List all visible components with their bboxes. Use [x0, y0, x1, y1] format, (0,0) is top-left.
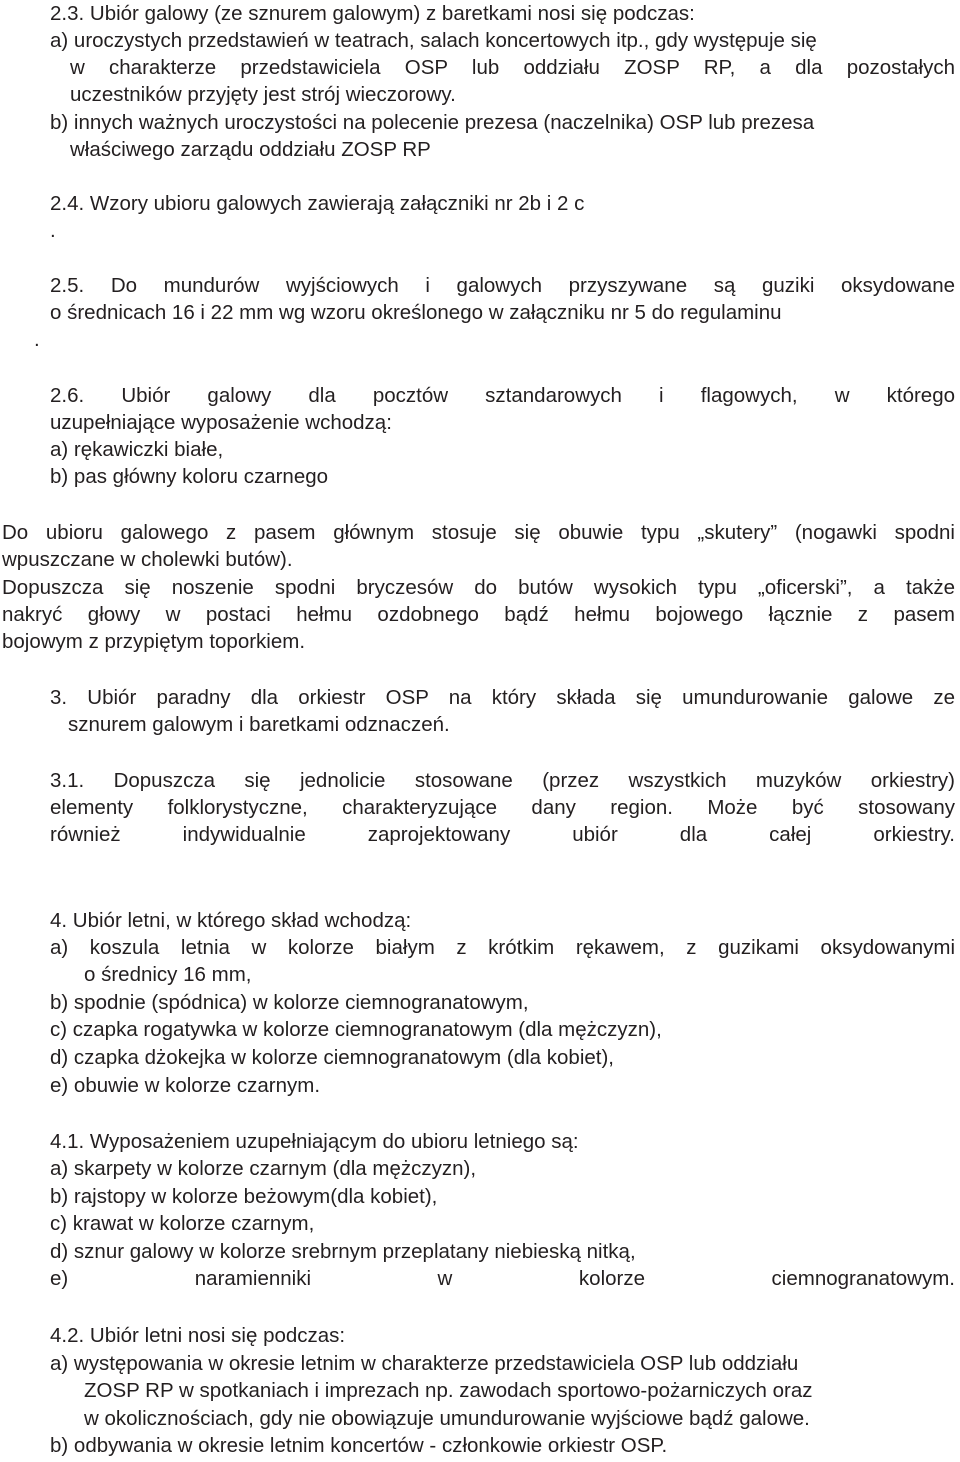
section-2-5-heading: 2.5. Do mundurów wyjściowych i galowych przyszywane są guziki oksydowane — [50, 274, 955, 297]
paragraph-footwear-cont: wpuszczane w cholewki butów). — [2, 548, 293, 571]
section-4-1-item-a: a) skarpety w kolorze czarnym (dla mężczyzn), — [50, 1157, 477, 1180]
section-2-3-item-a-cont: w charakterze przedstawiciela OSP lub oddziału ZOSP RP, a dla pozostałych — [70, 56, 955, 79]
section-2-4-heading: 2.4. Wzory ubioru galowych zawierają załączniki nr 2b i 2 c — [50, 192, 585, 215]
section-4-item-a-cont: o średnicy 16 mm, — [84, 963, 252, 986]
stray-dot: . — [50, 219, 56, 242]
section-4-1-item-b: b) rajstopy w kolorze beżowym(dla kobiet), — [50, 1185, 438, 1208]
section-4-item-e: e) obuwie w kolorze czarnym. — [50, 1074, 321, 1097]
section-2-3-item-b: b) innych ważnych uroczystości na polecenie prezesa (naczelnika) OSP lub prezesa — [50, 111, 815, 134]
stray-dot: . — [34, 328, 40, 351]
section-4-1-item-e: e) naramienniki w kolorze ciemnogranatowym. — [50, 1267, 955, 1290]
paragraph-breeches-cont: nakryć głowy w postaci hełmu ozdobnego bądź hełmu bojowego łącznie z pasem — [2, 603, 955, 626]
section-2-5-cont: o średnicach 16 i 22 mm wg wzoru określonego w załączniku nr 5 do regulaminu — [50, 301, 782, 324]
section-4-item-b: b) spodnie (spódnica) w kolorze ciemnogranatowym, — [50, 991, 529, 1014]
section-4-1-heading: 4.1. Wyposażeniem uzupełniającym do ubioru letniego są: — [50, 1130, 579, 1153]
paragraph-breeches: Dopuszcza się noszenie spodni bryczesów do butów wysokich typu „oficerski”, a także — [2, 576, 955, 599]
section-3-cont: sznurem galowym i baretkami odznaczeń. — [68, 713, 450, 736]
paragraph-breeches-cont: bojowym z przypiętym toporkiem. — [2, 630, 306, 653]
section-4-2-item-a-cont: ZOSP RP w spotkaniach i imprezach np. zawodach sportowo-pożarniczych oraz — [84, 1379, 813, 1402]
section-2-6-item-a: a) rękawiczki białe, — [50, 438, 224, 461]
section-2-6-item-b: b) pas główny koloru czarnego — [50, 465, 329, 488]
section-4-1-item-c: c) krawat w kolorze czarnym, — [50, 1212, 315, 1235]
section-4-heading: 4. Ubiór letni, w którego skład wchodzą: — [50, 909, 412, 932]
section-4-item-c: c) czapka rogatywka w kolorze ciemnogranatowym (dla mężczyzn), — [50, 1018, 662, 1041]
paragraph-footwear: Do ubioru galowego z pasem głównym stosuje się obuwie typu „skutery” (nogawki spodni — [2, 521, 955, 544]
section-4-1-item-d: d) sznur galowy w kolorze srebrnym przeplatany niebieską nitką, — [50, 1240, 636, 1263]
section-2-3-heading: 2.3. Ubiór galowy (ze sznurem galowym) z baretkami nosi się podczas: — [50, 2, 695, 25]
section-4-2-item-b: b) odbywania w okresie letnim koncertów - członkowie orkiestr OSP. — [50, 1434, 668, 1457]
section-4-item-d: d) czapka dżokejka w kolorze ciemnogranatowym (dla kobiet), — [50, 1046, 615, 1069]
section-3-1-cont: również indywidualnie zaprojektowany ubiór dla całej orkiestry. — [50, 823, 955, 846]
section-4-2-item-a-cont: w okolicznościach, gdy nie obowiązuje umundurowanie wyjściowe bądź galowe. — [84, 1407, 810, 1430]
section-2-3-item-a-cont: uczestników przyjęty jest strój wieczorowy. — [70, 83, 456, 106]
section-2-6-cont: uzupełniające wyposażenie wchodzą: — [50, 411, 392, 434]
section-4-2-heading: 4.2. Ubiór letni nosi się podczas: — [50, 1324, 346, 1347]
section-4-2-item-a: a) występowania w okresie letnim w charakterze przedstawiciela OSP lub oddziału — [50, 1352, 799, 1375]
section-3-heading: 3. Ubiór paradny dla orkiestr OSP na który składa się umundurowanie galowe ze — [50, 686, 955, 709]
section-4-item-a: a) koszula letnia w kolorze białym z krótkim rękawem, z guzikami oksydowanymi — [50, 936, 955, 959]
section-2-6-heading: 2.6. Ubiór galowy dla pocztów sztandarowych i flagowych, w którego — [50, 384, 955, 407]
section-3-1-cont: elementy folklorystyczne, charakteryzujące dany region. Może być stosowany — [50, 796, 955, 819]
section-3-1-heading: 3.1. Dopuszcza się jednolicie stosowane (przez wszystkich muzyków orkiestry) — [50, 769, 955, 792]
section-2-3-item-a: a) uroczystych przedstawień w teatrach, salach koncertowych itp., gdy występuje się — [50, 29, 817, 52]
section-2-3-item-b-cont: właściwego zarządu oddziału ZOSP RP — [70, 138, 431, 161]
